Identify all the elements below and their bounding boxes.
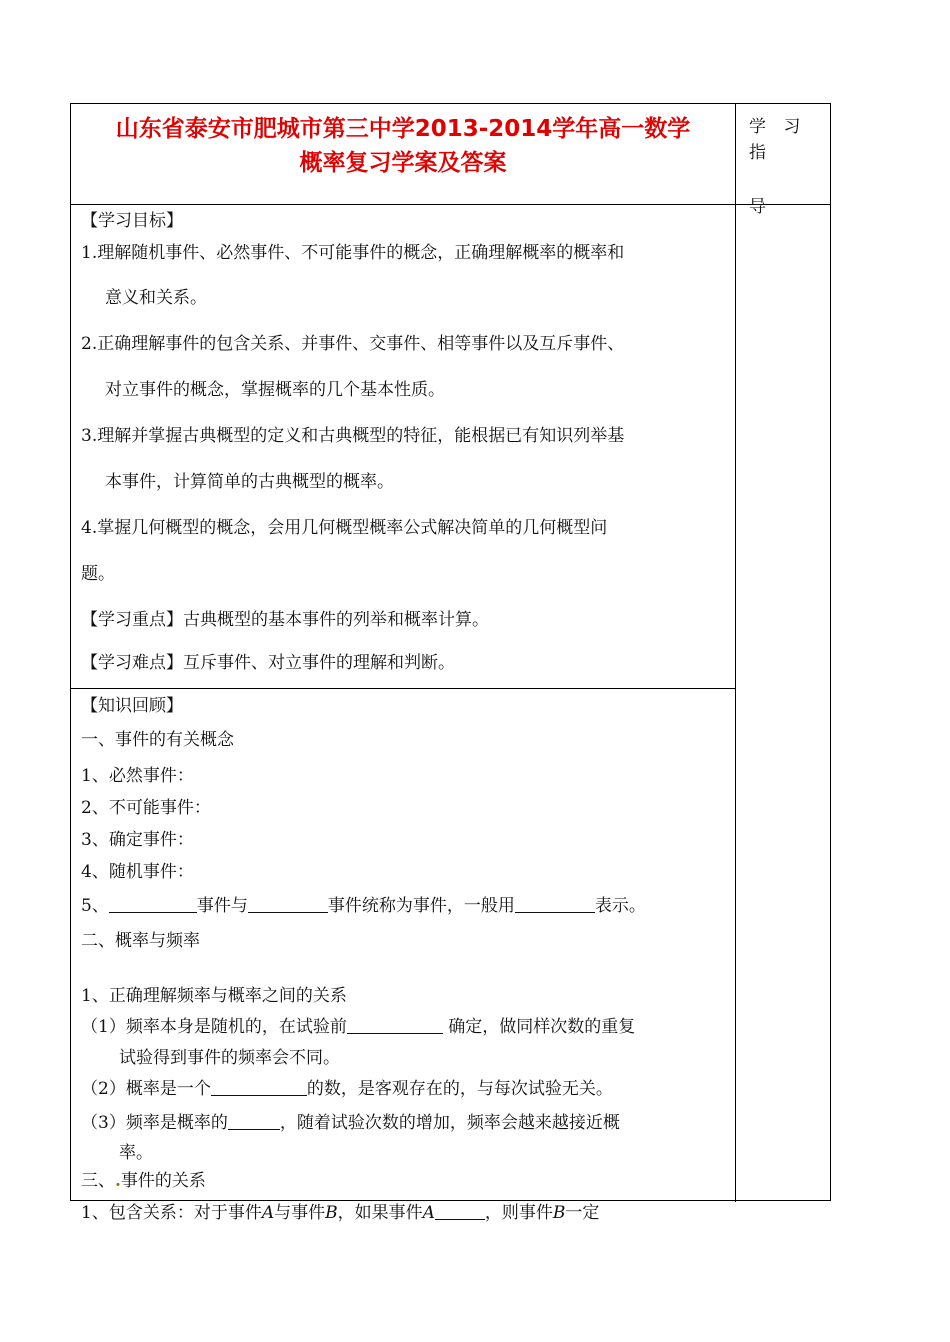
knowledge-review-section (81, 692, 729, 1230)
paragraph-line: 试验得到事件的频率会不同。 (119, 1048, 340, 1068)
column-divider (735, 104, 736, 1202)
answer-blank[interactable] (347, 1015, 443, 1034)
goal-line: 意义和关系。 (105, 288, 207, 308)
list-item: 1、必然事件： (81, 766, 194, 786)
review-heading: 【知识回顾】 (81, 696, 183, 716)
fill-in-item: （1）频率本身是随机的，在试验前 确定，做同样次数的重复 (81, 1017, 636, 1037)
fill-in-item: （3）频率是概率的 ，随着试验次数的增加，频率会越来越接近概 (81, 1113, 620, 1133)
list-item: 3、确定事件： (81, 830, 194, 850)
goal-line: 4.掌握几何概型的概念，会用几何概型概率公式解决简单的几何概型问 (81, 518, 608, 538)
answer-blank[interactable] (435, 1201, 485, 1220)
dot-mark: . (115, 1171, 121, 1191)
answer-blank[interactable] (109, 894, 197, 913)
section-title: 一、事件的有关概念 (81, 730, 234, 750)
subsection-title: 1、正确理解频率与概率之间的关系 (81, 986, 347, 1006)
goal-line: 3.理解并掌握古典概型的定义和古典概型的特征，能根据已有知识列举基 (81, 426, 625, 446)
worksheet-table (70, 103, 831, 1223)
section-title: 二、概率与频率 (81, 931, 200, 951)
section-title: 三、.事件的关系 (81, 1171, 206, 1191)
goals-heading: 【学习目标】 (81, 211, 183, 231)
fill-in-item: 5、 事件与 事件统称为事件，一般用 表示。 (81, 896, 646, 916)
goal-line: 题。 (81, 564, 115, 584)
goal-line: 2.正确理解事件的包含关系、并事件、交事件、相等事件以及互斥事件、 (81, 334, 625, 354)
row-divider-goals (71, 688, 735, 689)
list-item: 2、不可能事件： (81, 798, 211, 818)
difficulty-line: 【学习难点】互斥事件、对立事件的理解和判断。 (81, 653, 455, 673)
document-title: 山东省泰安市肥城市第三中学2013-2014学年高一数学 概率复习学案及答案 (115, 116, 691, 176)
learning-goals-section (81, 208, 729, 686)
fill-in-item: 1、包含关系：对于事件A与事件B，如果事件A ，则事件B一定 (81, 1203, 600, 1223)
answer-blank[interactable] (211, 1077, 307, 1096)
fill-in-item: （2）概率是一个 的数，是客观存在的，与每次试验无关。 (81, 1079, 613, 1099)
study-guide-header: 学 习指 导 (749, 117, 807, 217)
goal-line: 1.理解随机事件、必然事件、不可能事件的概念，正确理解概率的概率和 (81, 243, 625, 263)
focus-line: 【学习重点】古典概型的基本事件的列举和概率计算。 (81, 610, 489, 630)
goal-line: 本事件，计算简单的古典概型的概率。 (105, 472, 394, 492)
paragraph-line: 率。 (119, 1143, 153, 1163)
answer-blank[interactable] (248, 894, 328, 913)
goal-line: 对立事件的概念，掌握概率的几个基本性质。 (105, 380, 445, 400)
answer-blank[interactable] (228, 1111, 280, 1130)
list-item: 4、随机事件： (81, 862, 194, 882)
row-divider-header (71, 204, 830, 205)
answer-blank[interactable] (515, 894, 595, 913)
